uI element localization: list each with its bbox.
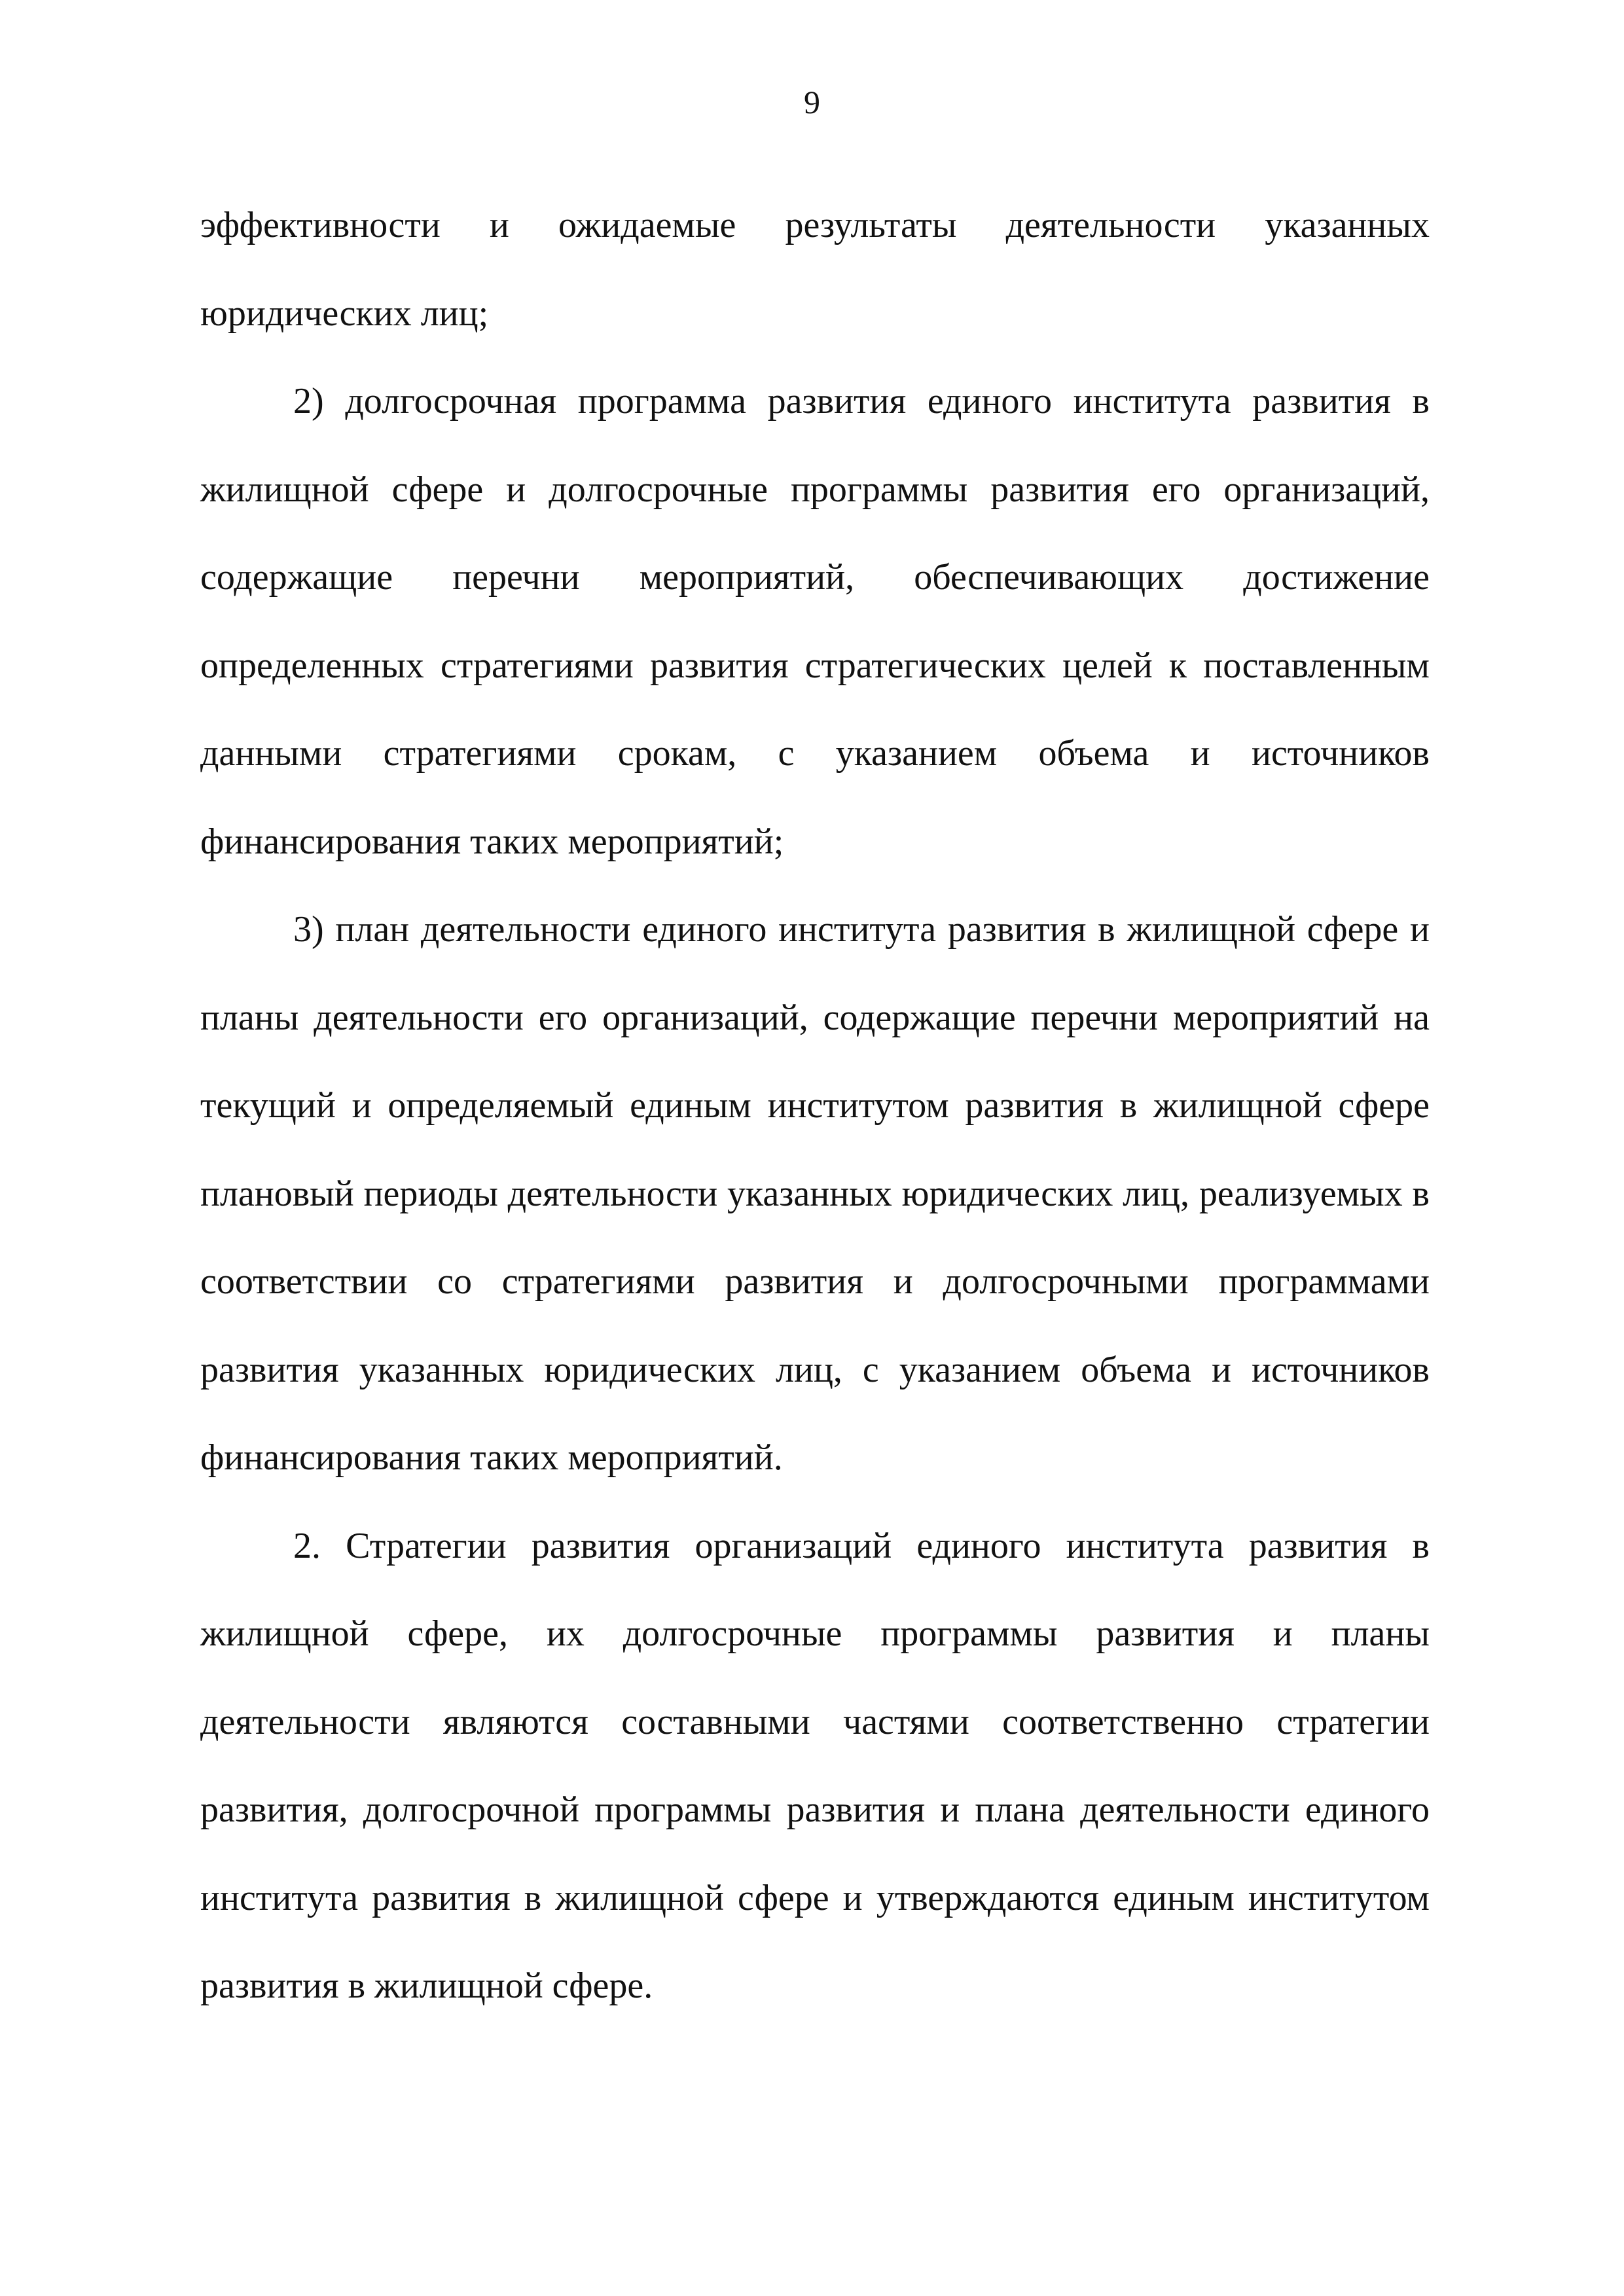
page-number: 9: [804, 84, 820, 120]
document-body: [200, 181, 1430, 2030]
paragraph-continuation: эффективности и ожидаемые результаты деятельности указанных юридических лиц;: [200, 205, 1430, 334]
paragraph-item-2: 2) долгосрочная программа развития единого института развития в жилищной сфере и долгосрочные программы развития его организаций, содержащие перечни мероприятий, обеспечивающих достижение определенных стратегиями развития стратегических целей к поставленным данными стратегиями срокам, с указанием объема и источников финансирования таких мероприятий;: [200, 381, 1430, 862]
paragraph-section-2: 2. Стратегии развития организаций единого института развития в жилищной сфере, их долгосрочные программы развития и планы деятельности являются составными частями соответственно стратегии развития, долгосрочной программы развития и плана деятельности единого института развития в жилищной сфере и утверждаются единым институтом развития в жилищной сфере.: [200, 1525, 1430, 2006]
paragraph-item-3: 3) план деятельности единого института развития в жилищной сфере и планы деятельности его организаций, содержащие перечни мероприятий на текущий и определяемый единым институтом развития в жилищной сфере плановый периоды деятельности указанных юридических лиц, реализуемых в соответствии со стратегиями развития и долгосрочными программами развития указанных юридических лиц, с указанием объема и источников финансирования таких мероприятий.: [200, 909, 1430, 1478]
